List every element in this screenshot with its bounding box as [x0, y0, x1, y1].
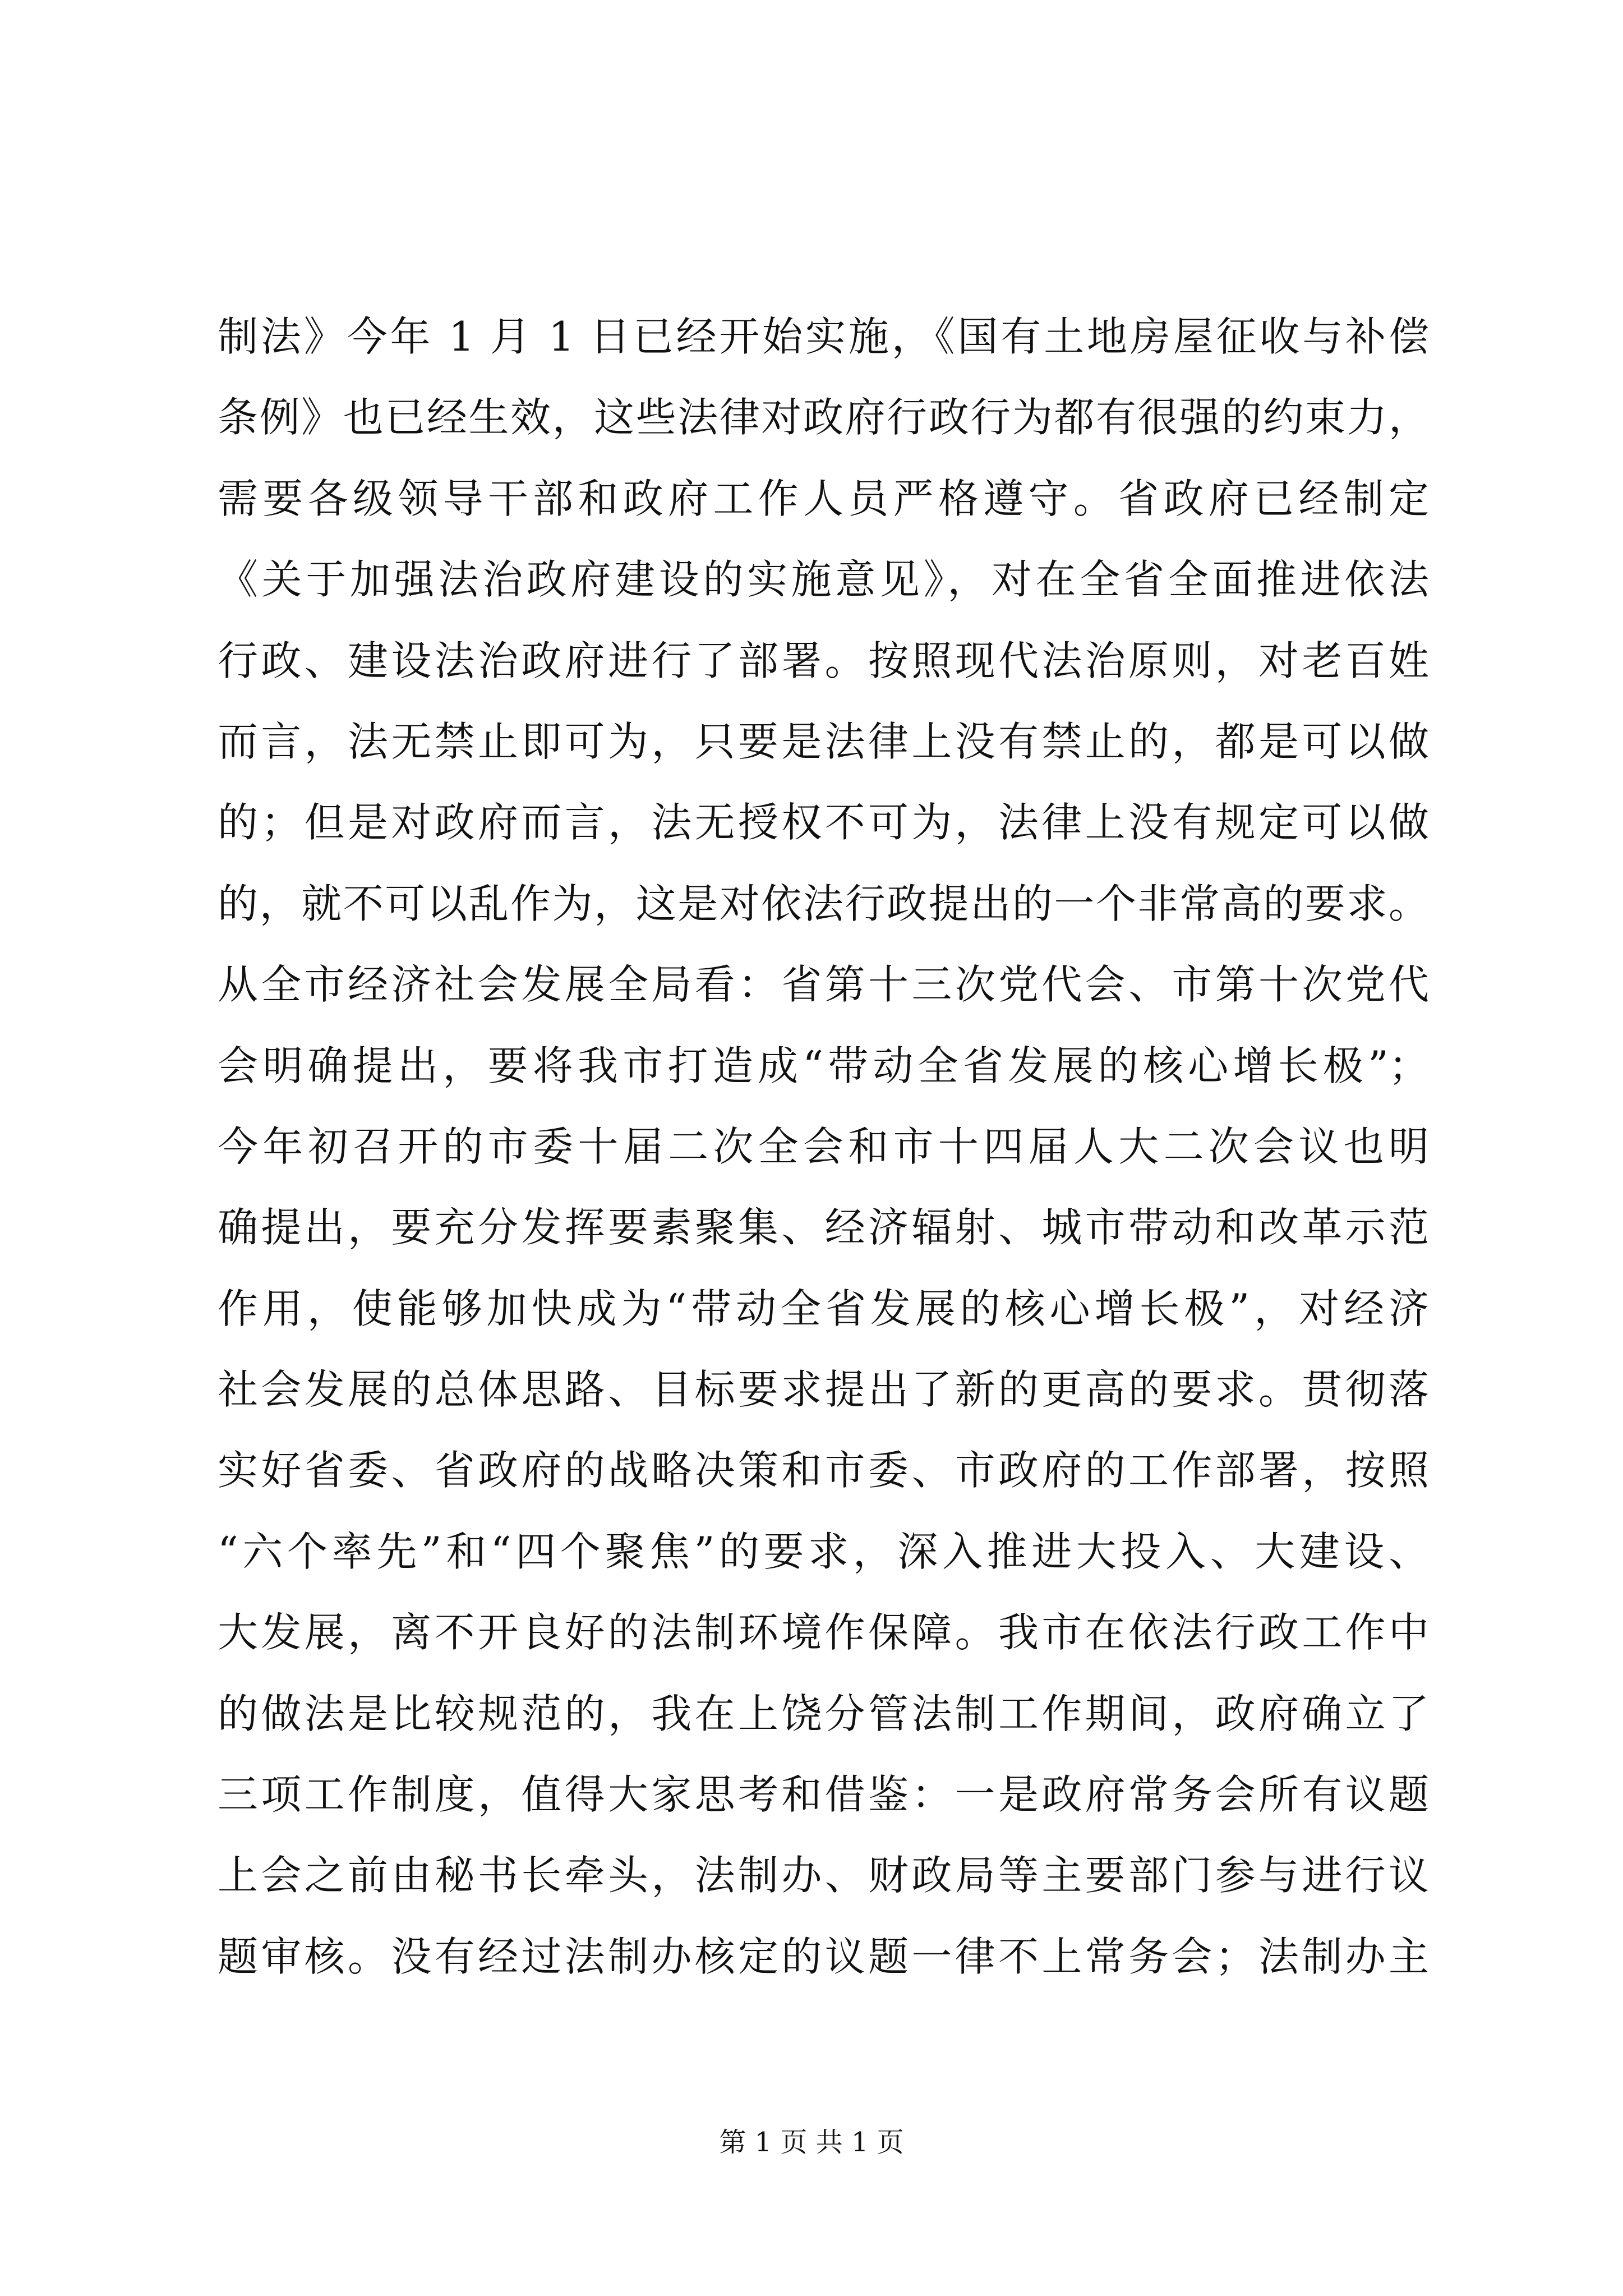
text-line: 从全市经济社会发展全局看：省第十三次党代会、市第十次党代 [218, 961, 1429, 1009]
text-line: 今年初召开的市委十届二次全会和市十四届人大二次会议也明 [218, 1122, 1429, 1170]
text-line: 《关于加强法治政府建设的实施意见》，对在全省全面推进依法 [218, 556, 1429, 604]
text-line: 行政、建设法治政府进行了部署。按照现代法治原则，对老百姓 [218, 637, 1429, 684]
text-line: 而言，法无禁止即可为，只要是法律上没有禁止的，都是可以做 [218, 717, 1429, 765]
text-line: 社会发展的总体思路、目标要求提出了新的更高的要求。贯彻落 [218, 1366, 1429, 1414]
text-line: 确提出，要充分发挥要素聚集、经济辐射、城市带动和改革示范 [218, 1204, 1429, 1251]
text-line: 制法》今年 1 月 1 日已经开始实施，《国有土地房屋征收与补偿 [218, 313, 1429, 360]
text-line: 大发展，离不开良好的法制环境作保障。我市在依法行政工作中 [218, 1609, 1429, 1657]
text-line: “六个率先”和“四个聚焦”的要求，深入推进大投入、大建设、 [218, 1527, 1429, 1575]
text-line: 会明确提出，要将我市打造成“带动全省发展的核心增长极”； [218, 1042, 1429, 1089]
text-line: 实好省委、省政府的战略决策和市委、市政府的工作部署，按照 [218, 1447, 1429, 1494]
text-line: 的做法是比较规范的，我在上饶分管法制工作期间，政府确立了 [218, 1690, 1429, 1737]
text-line: 的；但是对政府而言，法无授权不可为，法律上没有规定可以做 [218, 799, 1429, 846]
text-line: 作用，使能够加快成为“带动全省发展的核心增长极”，对经济 [218, 1285, 1429, 1332]
text-line: 需要各级领导干部和政府工作人员严格遵守。省政府已经制定 [218, 475, 1429, 522]
page-footer: 第 1 页 共 1 页 [719, 2127, 904, 2158]
text-line: 条例》也已经生效，这些法律对政府行政行为都有很强的约束力， [218, 394, 1429, 441]
text-line: 上会之前由秘书长牵头，法制办、财政局等主要部门参与进行议 [218, 1852, 1429, 1899]
text-line: 三项工作制度，值得大家思考和借鉴：一是政府常务会所有议题 [218, 1771, 1429, 1819]
text-line: 的，就不可以乱作为，这是对依法行政提出的一个非常高的要求。 [218, 880, 1429, 927]
text-line: 题审核。没有经过法制办核定的议题一律不上常务会；法制办主 [218, 1932, 1429, 1980]
body-text [218, 296, 1429, 1997]
